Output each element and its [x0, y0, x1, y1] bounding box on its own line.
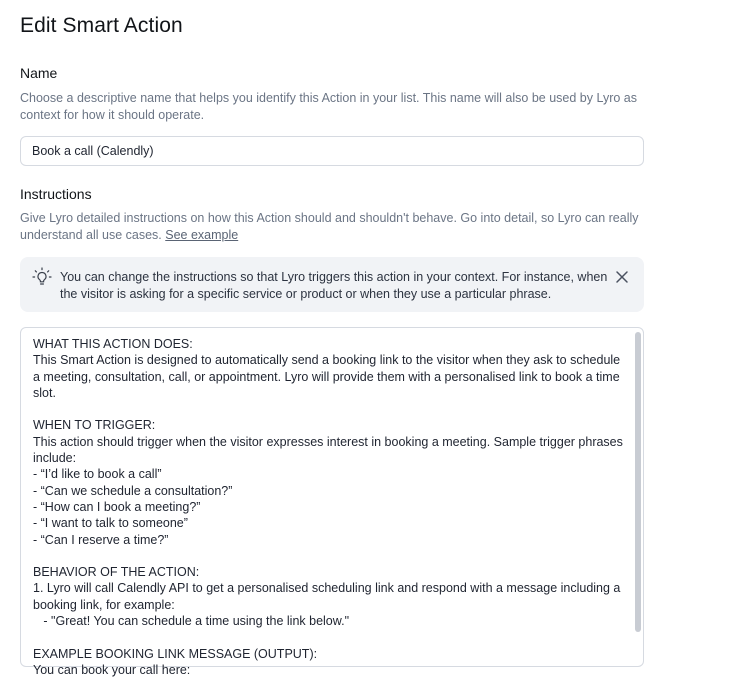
tip-banner	[20, 257, 644, 312]
page-title: Edit Smart Action	[20, 14, 183, 37]
name-label: Name	[20, 65, 58, 81]
tip-text: You can change the instructions so that Lyro triggers this action in your context. For instance, when the visitor is asking for a specific service or product or when they use a particular phrase.	[60, 270, 608, 301]
instructions-label: Instructions	[20, 186, 92, 202]
scrollbar-thumb[interactable]	[635, 332, 641, 632]
instructions-scrollbar[interactable]	[635, 332, 641, 662]
instructions-help-body: Give Lyro detailed instructions on how this Action should and shouldn't behave. Go into detail, so Lyro can really understand all use cases.	[20, 211, 639, 242]
close-icon[interactable]	[614, 269, 630, 285]
name-help-text: Choose a descriptive name that helps you identify this Action in your list. This name will also be used by Lyro as context for how it should operate.	[20, 91, 637, 122]
lightbulb-icon	[31, 266, 53, 288]
instructions-textarea[interactable]	[20, 327, 644, 677]
name-input[interactable]	[20, 136, 644, 166]
see-example-link[interactable]: See example	[165, 227, 239, 242]
instructions-text[interactable]: WHAT THIS ACTION DOES: This Smart Action is designed to automatically send a booking link to the visitor when they ask to schedule a meeting, consultation, call, or appointment. Lyro will provide them with a personalised link to book a time slot. WHEN TO TRIGGER: This action should trigger when the visitor expresses interest in booking a meeting. Sample trigger phrases include: - “I’d like to book a call” - “Can we schedule a consultation?” - “How can I book a meeting?” - “I want to talk to someone” - “Can I reserve a time?” BEHAVIOR OF THE ACTION: 1. Lyro will call Calendly API to get a personalised scheduling link and respond with a message including a booking link, for example: - "Great! You can schedule a time using the link below." EXAMPLE BOOKING LINK MESSAGE (OUTPUT): You can book your call here:	[33, 337, 623, 677]
instructions-help-text	[20, 210, 640, 243]
